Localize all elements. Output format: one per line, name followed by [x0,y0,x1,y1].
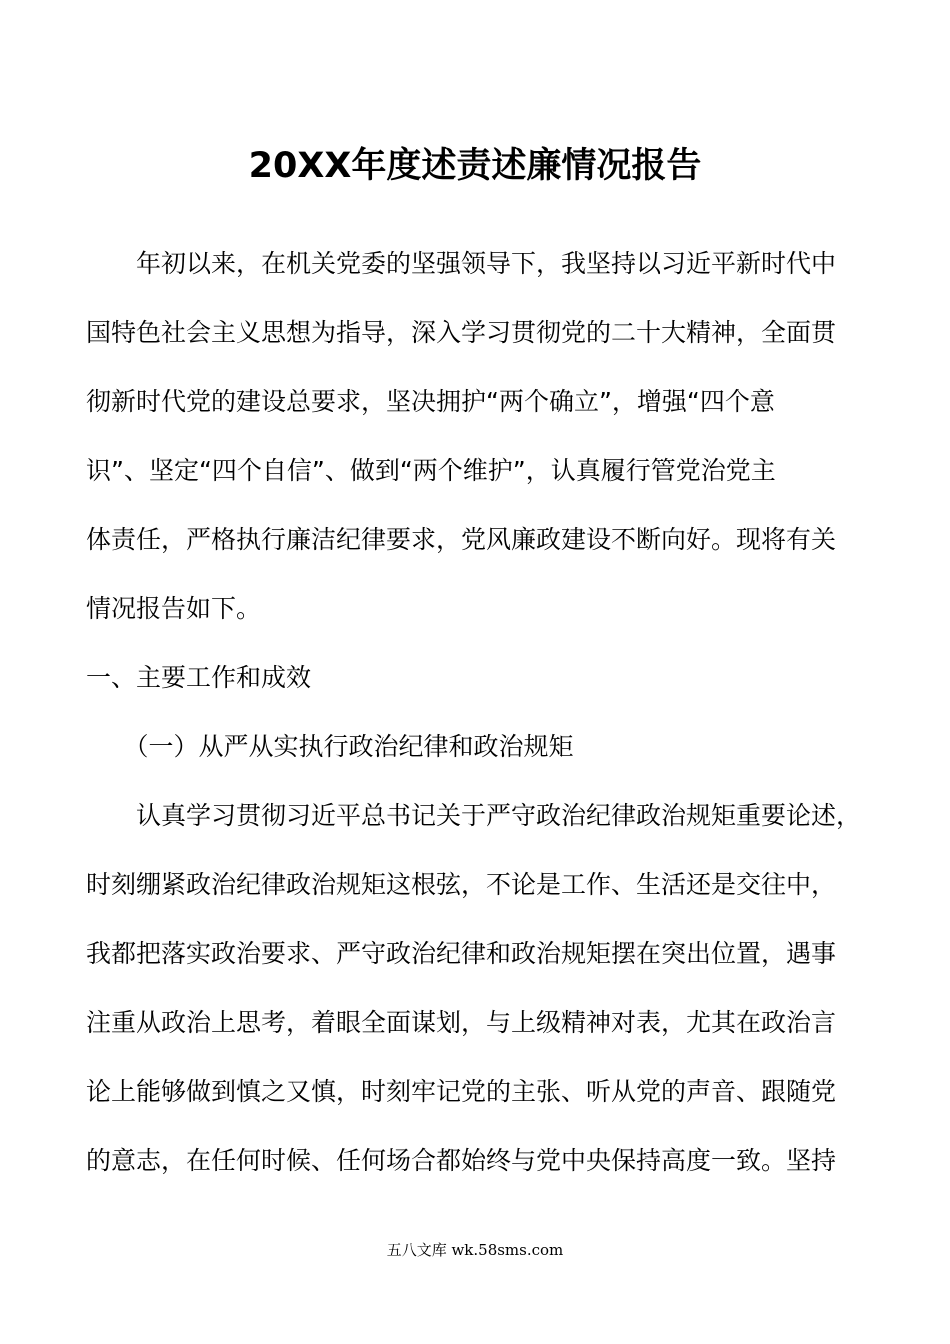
document-title: 20XX年度述责述廉情况报告 [248,146,702,186]
body-line: 我都把落实政治要求、严守政治纪律和政治规矩摆在突出位置，遇事 [86,939,837,968]
body-line: 彻新时代党的建设总要求，坚决拥护“两个确立”，增强“四个意 [86,387,775,416]
body-line: 论上能够做到慎之又慎，时刻牢记党的主张、听从党的声音、跟随党 [86,1077,837,1106]
body-line: 注重从政治上思考，着眼全面谋划，与上级精神对表，尤其在政治言 [86,1008,837,1037]
body-line: 的意志，在任何时候、任何场合都始终与党中央保持高度一致。坚持 [86,1146,837,1175]
body-line: 时刻绷紧政治纪律政治规矩这根弦，不论是工作、生活还是交往中， [86,870,837,899]
subsection-heading: （一）从严从实执行政治纪律和政治规矩 [86,732,574,761]
body-line: 识”、坚定“四个自信”、做到“两个维护”，认真履行管党治党主 [86,456,776,485]
section-heading: 一、主要工作和成效 [86,663,312,692]
body-line: 认真学习贯彻习近平总书记关于严守政治纪律政治规矩重要论述， [86,801,862,830]
body-line: 年初以来，在机关党委的坚强领导下，我坚持以习近平新时代中 [86,249,837,278]
page-footer: 五八文库 wk.58sms.com [386,1241,564,1259]
body-line: 国特色社会主义思想为指导，深入学习贯彻党的二十大精神，全面贯 [86,318,837,347]
body-line: 情况报告如下。 [86,594,262,623]
body-line: 体责任，严格执行廉洁纪律要求，党风廉政建设不断向好。现将有关 [86,525,837,554]
